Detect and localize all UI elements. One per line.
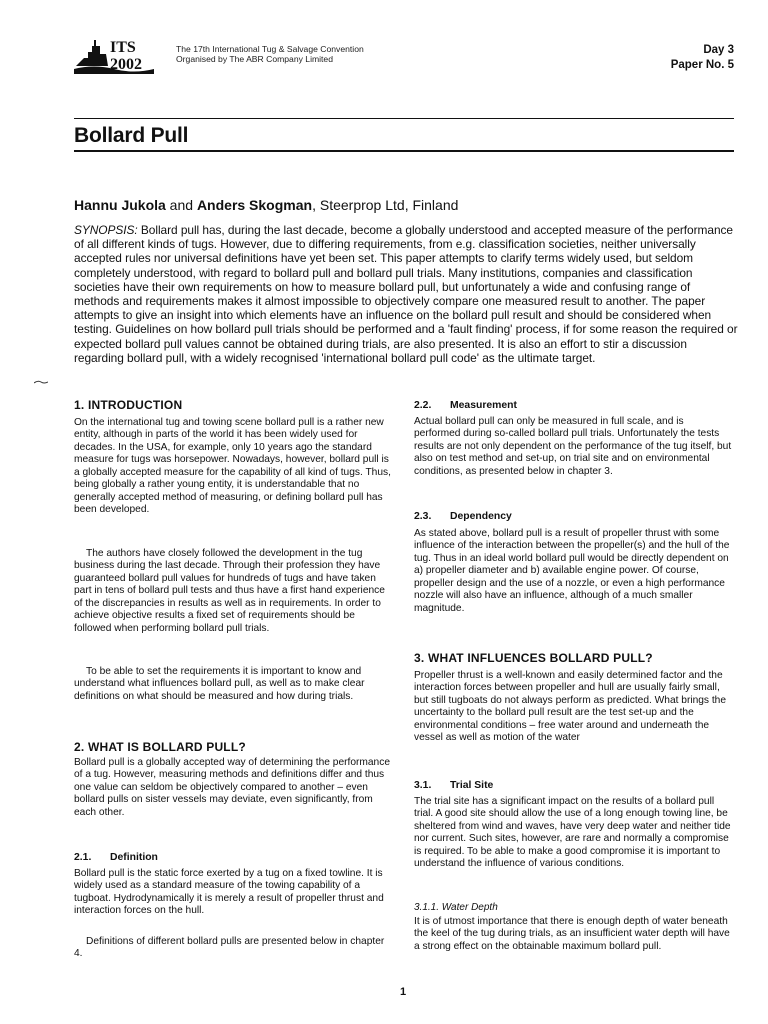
section-2-heading: 2. WHAT IS BOLLARD PULL?: [74, 740, 246, 754]
section-1-heading: 1. INTRODUCTION: [74, 398, 183, 412]
section-2-2-paragraph-1: Actual bollard pull can only be measured in full scale, and is performed during so-called bollard pull trials. Unfortunately the tests results are not only dependent on the performance of the tug itself, but also on test method and set-up, on trial site and on environmental conditions, as presented below in chapter 3.: [414, 416, 732, 477]
section-1-paragraph-3: To be able to set the requirements it is important to know and understand what influences bollard pull, as well as to make clear definitions on what should be measured and how during trials.: [74, 666, 365, 702]
left-column: [74, 396, 392, 976]
section-3-1-paragraph-1: The trial site has a significant impact on the results of a bollard pull trial. A good site should allow the use of a long enough towing line, be sheltered from wind and waves, have very deep water and neither tide nor current. Such sites, however, are rare and normally a compromise is required. To be able to make a good compromise it is important to understand the influence of various conditions.: [414, 796, 731, 870]
section-2-1-paragraph-1: Bollard pull is the static force exerted by a tug on a fixed towline. It is widely used as a standard measure of the towing capability of a tugboat. Hydrodynamically it is merely a result of propeller thrust and interaction forces on the hull.: [74, 868, 384, 917]
convention-line-2: Organised by The ABR Company Limited: [176, 54, 333, 64]
author-2: Anders Skogman: [196, 197, 313, 213]
convention-info: [176, 44, 364, 64]
page-number: 1: [400, 986, 407, 998]
section-2-2-number: 2.2.: [414, 400, 432, 411]
its-2002-logo: [74, 36, 174, 76]
page-title: Bollard Pull: [74, 124, 189, 147]
section-2-2-title: Measurement: [450, 400, 517, 411]
margin-dash-icon: [34, 379, 48, 385]
convention-line-1: The 17th International Tug & Salvage Convention: [176, 44, 364, 54]
section-3-heading: 3. WHAT INFLUENCES BOLLARD PULL?: [414, 651, 653, 665]
day-label: Day 3: [703, 44, 734, 56]
synopsis-text: Bollard pull has, during the last decade, become a globally understood and accepted measure of the performance of all different kinds of tugs. However, due to differing requirements, from e.g. classification societies, neither universally accepted rules nor universal definitions have yet been set. This paper attempts to clarify terms widely used, but seldom completely understood, with regard to bollard pull and bollard pull trials. Many institutions, companies and classification societies have their own requirements on how to measure bollard pull, but unfortunately a wide and confusing range of methods and requirements makes it almost impossible to objectively compare one measured result to another. The paper attempts to give an insight into which elements have an influence on the bollard pull result and should be considered when testing. Guidelines on how bollard pull trials should be performed and a 'fault finding' process, if for some reason the required or expected bollard pull values cannot be obtained during trials, are also presented. It is also an effort to stir a discussion regarding bollard pull, with a widely recognised 'international bollard pull code' as the ultimate target.: [74, 223, 738, 365]
section-3-1-1-paragraph-1: It is of utmost importance that there is enough depth of water beneath the keel of the tug during trials, as an insufficient water depth will have a strong effect on the obtainable maximum bollard pull.: [414, 916, 730, 952]
paper-number: Paper No. 5: [670, 59, 734, 71]
tugboat-logo-icon: [74, 36, 174, 76]
section-3-1-title: Trial Site: [450, 780, 494, 791]
section-2-1-number: 2.1.: [74, 852, 92, 863]
title-bottom-rule: [74, 150, 734, 152]
section-2-1-title: Definition: [110, 852, 158, 863]
right-column: [414, 396, 732, 976]
section-1-paragraph-2: The authors have closely followed the development in the tug business during the last decade. Through their profession they have guaranteed bollard pull values for hundreds of tugs and have taken part in tens of bollard pull tests and thus have a first hand experience of the discrepancies in results as well as in requirements. In order to achieve objective results a fixed set of requirements should be followed when performing bollard pull trials.: [74, 548, 385, 634]
affiliation: , Steerprop Ltd, Finland: [312, 197, 459, 213]
authors-line: [74, 197, 458, 213]
section-3-1-1-heading: 3.1.1. Water Depth: [414, 902, 498, 913]
section-2-1-paragraph-2: Definitions of different bollard pulls are presented below in chapter 4.: [74, 936, 385, 960]
section-3-paragraph-1: Propeller thrust is a well-known and easily determined factor and the interaction forces between propeller and hull are usually fairly small, but still tugboats do not always perform as predicted. What brings the uncertainty to the bollard pull result are the test set-up and the environmental conditions – free water around and underneath the vessel as well as motion of the water: [414, 670, 727, 744]
section-2-3-number: 2.3.: [414, 511, 432, 522]
day-paper-block: [671, 43, 734, 73]
logo-its-text: ITS: [110, 39, 136, 56]
section-2-paragraph-1: Bollard pull is a globally accepted way of determining the performance of a tug. However, measuring methods and definitions differ and thus one value can seldom be objectively compared to another – even bollard pulls on sister vessels may deviate, even significantly, from each other.: [74, 757, 390, 818]
section-2-3-title: Dependency: [450, 511, 512, 522]
synopsis-lead: SYNOPSIS:: [74, 223, 138, 237]
section-2-3-paragraph-1: As stated above, bollard pull is a result of propeller thrust with some influence of the interaction between the propeller(s) and the hull of the tug. Thus in an ideal world bollard pull would be directly dependent on a) propeller diameter and b) available engine power. Of course, propeller design and the use of a nozzle, or even a high performance nozzle will also have an influence, although of a much smaller magnitude.: [414, 528, 730, 614]
section-2-3-heading: [414, 511, 512, 523]
section-3-1-heading: [414, 780, 493, 792]
section-2-1-heading: [74, 852, 158, 864]
section-2-2-heading: [414, 400, 517, 412]
authors-and: and: [165, 197, 197, 213]
section-3-1-number: 3.1.: [414, 780, 432, 791]
title-top-rule: [74, 118, 734, 119]
author-1: Hannu Jukola: [74, 197, 166, 213]
section-1-paragraph-1: On the international tug and towing scene bollard pull is a rather new entity, although in parts of the world it has been widely used for decades. In the USA, for example, only 10 years ago the standard measure for tugs was horsepower. Nowadays, however, bollard pull is a globally accepted measure for the capability of all kind of tugs. Thus, being globally a rather young entity, it is understandable that no generally accepted method of measuring, or defining bollard pull has been developed.: [74, 417, 391, 516]
logo-year-text: 2002: [110, 56, 142, 73]
synopsis: [74, 223, 738, 365]
